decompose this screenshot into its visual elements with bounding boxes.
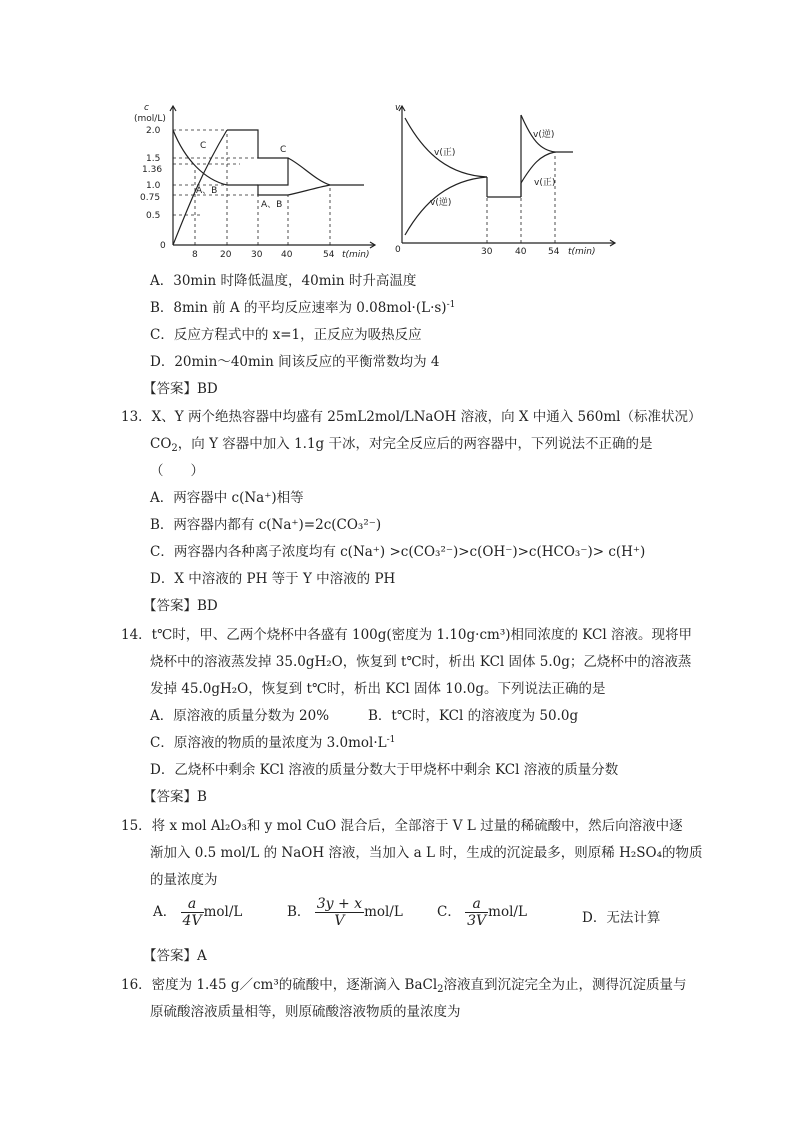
x-tick: 30 bbox=[251, 250, 263, 260]
q13-option-b: B．两容器内都有 c(Na⁺)=2c(CO₃²⁻) bbox=[150, 517, 382, 533]
y-axis-unit: (mol/L) bbox=[134, 114, 166, 124]
q16-stem-line2: 原硫酸溶液质量相等，则原硫酸溶液物质的量浓度为 bbox=[150, 1004, 461, 1020]
q13-answer: 【答案】BD bbox=[143, 598, 218, 614]
q12-option-d: D．20min～40min 间该反应的平衡常数均为 4 bbox=[150, 354, 440, 370]
q14-option-a: A．原溶液的质量分数为 20% bbox=[150, 708, 330, 724]
q15-option-b: B． $\frac{3y + x}{V}$ mol/L bbox=[287, 896, 403, 929]
q13-stem-line2: $CO_2$，向 Y 容器中加入 1.1g 干冰，对完全反应后的两容器中，下列说法不正确的是 bbox=[150, 436, 653, 454]
x-axis-unit: t(min) bbox=[568, 247, 596, 257]
y-tick: 0.75 bbox=[140, 193, 161, 203]
q15-answer: 【答案】A bbox=[143, 948, 207, 964]
y-tick: 0.5 bbox=[146, 211, 161, 221]
x-tick: 30 bbox=[481, 247, 493, 257]
curve-label-c: C bbox=[280, 145, 287, 155]
q15-stem-line1: 15．将 x mol Al₂O₃和 y mol CuO 混合后，全部溶于 V L 过量的稀硫酸中，然后向溶液中逐 bbox=[121, 818, 683, 834]
q14-option-c: C．原溶液的物质的量浓度为 $3.0mol\cdot L^{-1}$ bbox=[150, 735, 396, 751]
y-tick: 1.5 bbox=[146, 154, 161, 164]
q15-option-c: C． $\frac{a}{3V}$ mol/L bbox=[437, 896, 527, 929]
concentration-time-graph bbox=[130, 100, 380, 260]
curve-label-v-forward: v(正) bbox=[434, 148, 456, 158]
q15-option-a: A． $\frac{a}{4V}$ mol/L bbox=[153, 896, 243, 929]
q14-option-d: D．乙烧杯中剩余 KCl 溶液的质量分数大于甲烧杯中剩余 KCl 溶液的质量分数 bbox=[150, 762, 619, 778]
q15-stem-line2: 渐加入 0.5 mol/L 的 NaOH 溶液，当加入 a L 时，生成的沉淀最多，则原稀 H₂SO₄的物质 bbox=[150, 845, 703, 861]
rate-time-graph bbox=[390, 100, 620, 260]
q16-stem-line1: 16．密度为 1.45 g／cm³的硫酸中，逐渐滴入 BaCl$_2$溶液直到沉淀完全为止，测得沉淀质量与 bbox=[121, 977, 687, 995]
q12-answer: 【答案】BD bbox=[143, 381, 218, 397]
x-tick: 20 bbox=[220, 250, 232, 260]
q14-option-b: B．t℃时，KCl 的溶液度为 50.0g bbox=[368, 708, 579, 724]
origin-tick: 0 bbox=[395, 245, 401, 255]
q13-option-d: D．X 中溶液的 PH 等于 Y 中溶液的 PH bbox=[150, 571, 396, 587]
q14-answer: 【答案】B bbox=[143, 789, 207, 805]
y-tick: 1.0 bbox=[146, 181, 161, 191]
q13-option-a: A．两容器中 c(Na⁺)相等 bbox=[150, 490, 304, 506]
origin-tick: 0 bbox=[160, 241, 166, 251]
q12-option-c: C．反应方程式中的 x=1，正反应为吸热反应 bbox=[150, 327, 422, 343]
y-tick: 2.0 bbox=[146, 126, 161, 136]
curve-label-ab: A、B bbox=[196, 186, 218, 196]
q12-option-a: A．30min 时降低温度，40min 时升高温度 bbox=[150, 273, 417, 289]
q15-option-d: D．无法计算 bbox=[582, 910, 661, 926]
x-tick: 8 bbox=[192, 250, 198, 260]
curve-label-v-reverse: v(逆) bbox=[430, 198, 452, 208]
x-tick: 54 bbox=[548, 247, 560, 257]
q13-answer-paren: （ ） bbox=[150, 463, 204, 479]
q13-option-c: C．两容器内各种离子浓度均有 c(Na⁺) >c(CO₃²⁻)>c(OH⁻)>c(HCO₃⁻)> c(H⁺) bbox=[150, 544, 646, 560]
q14-stem-line2: 烧杯中的溶液蒸发掉 35.0gH₂O，恢复到 t℃时，析出 KCl 固体 5.0g；乙烧杯中的溶液蒸 bbox=[150, 654, 692, 670]
q15-stem-line3: 的量浓度为 bbox=[150, 872, 218, 888]
y-axis-symbol: c bbox=[144, 103, 149, 113]
x-tick: 40 bbox=[515, 247, 527, 257]
x-tick: 40 bbox=[281, 250, 293, 260]
curve-label-v-forward: v(正) bbox=[534, 178, 556, 188]
curve-label-ab: A、B bbox=[261, 200, 283, 210]
q12-option-b: B．8min 前 A 的平均反应速率为 $0.08mol\cdot(L\cdot s)^{-1}$ bbox=[150, 300, 456, 316]
q14-stem-line3: 发掉 45.0gH₂O，恢复到 t℃时，析出 KCl 固体 10.0g。下列说法正确的是 bbox=[150, 681, 606, 697]
y-tick: 1.36 bbox=[142, 165, 163, 175]
x-axis-unit: t(min) bbox=[342, 250, 370, 260]
curve-label-v-reverse: v(逆) bbox=[533, 130, 555, 140]
q13-stem-line1: 13．X、Y 两个绝热容器中均盛有 25mL2mol/LNaOH 溶液，向 X 中通入 560ml（标准状况） bbox=[121, 409, 702, 425]
curve-label-c: C bbox=[200, 141, 207, 151]
y-axis-symbol: v bbox=[395, 103, 401, 113]
q14-stem-line1: 14．t℃时，甲、乙两个烧杯中各盛有 100g(密度为 1.10g·cm³)相同浓度的 KCl 溶液。现将甲 bbox=[121, 627, 692, 643]
x-tick: 54 bbox=[323, 250, 335, 260]
